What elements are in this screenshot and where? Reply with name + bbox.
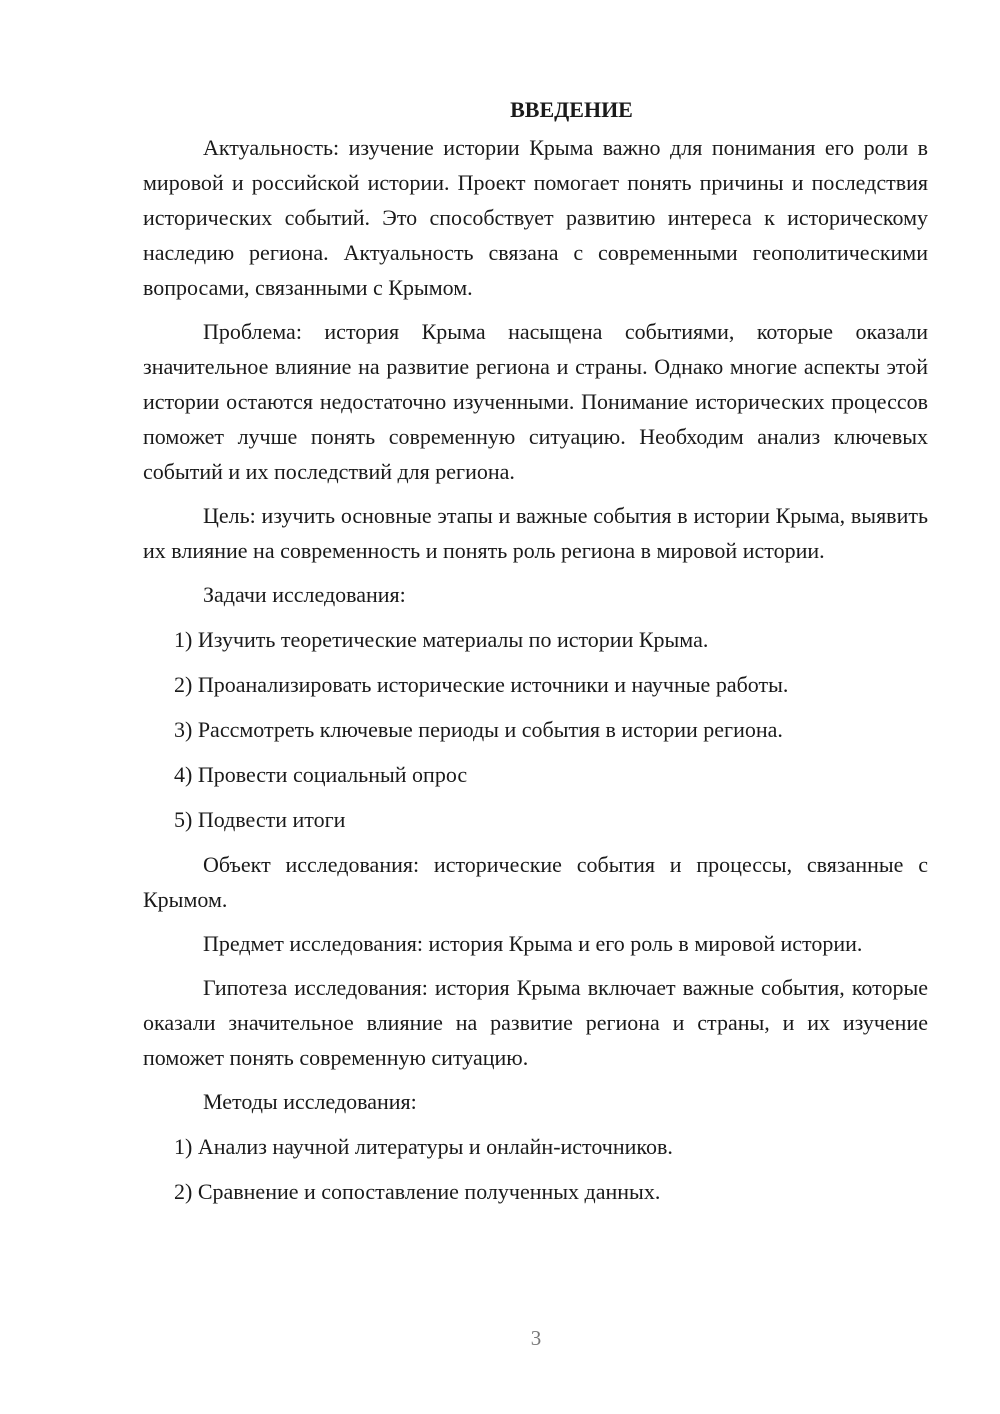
- tasks-title: Задачи исследования:: [203, 582, 406, 607]
- method-item: 2) Сравнение и сопоставление полученных данных.: [174, 1179, 661, 1204]
- hypothesis-paragraph: Гипотеза исследования: история Крыма включает важные события, которые оказали значительное влияние на развитие региона и страны, и их изучение поможет понять современную ситуацию.: [143, 975, 928, 1070]
- method-item: 1) Анализ научной литературы и онлайн-источников.: [174, 1134, 673, 1159]
- goal-paragraph: Цель: изучить основные этапы и важные события в истории Крыма, выявить их влияние на современность и понять роль региона в мировой истории.: [143, 503, 928, 563]
- page-number: 3: [530, 1326, 542, 1350]
- task-item: 2) Проанализировать исторические источники и научные работы.: [174, 672, 789, 697]
- task-item: 5) Подвести итоги: [174, 807, 346, 832]
- section-heading: ВВЕДЕНИЕ: [510, 97, 633, 122]
- problem-paragraph: Проблема: история Крыма насыщена событиями, которые оказали значительное влияние на развитие региона и страны. Однако многие аспекты этой истории остаются недостаточно изученными. Понимание исторических процессов поможет лучше понять современную ситуацию. Необходим анализ ключевых событий и их последствий для региона.: [143, 319, 928, 484]
- task-item: 4) Провести социальный опрос: [174, 762, 468, 787]
- relevance-paragraph: Актуальность: изучение истории Крыма важно для понимания его роли в мировой и российской истории. Проект помогает понять причины и последствия исторических событий. Это способствует развитию интереса к историческому наследию региона. Актуальность связана с современными геополитическими вопросами, связанными с Крымом.: [143, 135, 928, 300]
- task-item: 3) Рассмотреть ключевые периоды и события в истории региона.: [174, 717, 783, 742]
- page-content: [143, 92, 928, 1219]
- object-paragraph: Объект исследования: исторические события и процессы, связанные с Крымом.: [143, 852, 928, 912]
- methods-title: Методы исследования:: [203, 1089, 417, 1114]
- subject-paragraph: Предмет исследования: история Крыма и его роль в мировой истории.: [203, 931, 863, 956]
- task-item: 1) Изучить теоретические материалы по истории Крыма.: [174, 627, 709, 652]
